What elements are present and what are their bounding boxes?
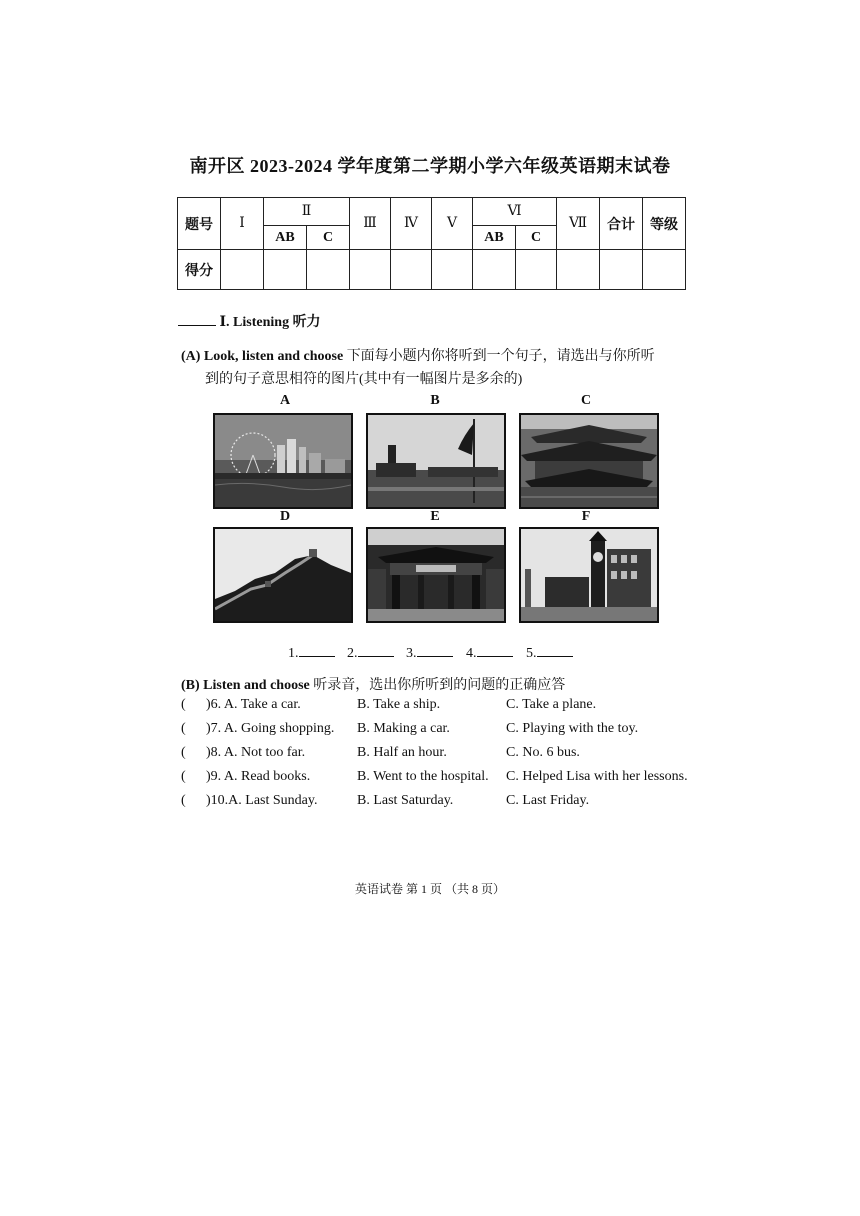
score-cell bbox=[307, 250, 350, 290]
question-10 bbox=[181, 793, 590, 809]
image-label-b: B bbox=[430, 393, 440, 408]
score-table-col-4: Ⅳ bbox=[391, 198, 432, 250]
page-footer: 英语试卷 第 1 页 （共 8 页） bbox=[354, 882, 505, 896]
answer-blank-1[interactable] bbox=[288, 646, 335, 662]
question-9-option-a: )9. A. Read books. bbox=[206, 769, 311, 784]
score-cell bbox=[473, 250, 516, 290]
question-10-option-a: )10.A. Last Sunday. bbox=[206, 793, 318, 808]
part-b-instructions bbox=[181, 674, 565, 694]
score-table-col-6: Ⅵ bbox=[473, 198, 557, 226]
question-9-option-b: B. Went to the hospital. bbox=[357, 769, 489, 784]
question-10-option-c: C. Last Friday. bbox=[506, 793, 590, 808]
photo-palace bbox=[519, 413, 659, 509]
score-table-col-2-c: C bbox=[307, 226, 350, 250]
photo-archway bbox=[366, 527, 506, 623]
answer-number: 5. bbox=[526, 646, 537, 661]
answer-number: 4. bbox=[466, 646, 477, 661]
part-a-instructions bbox=[181, 346, 661, 368]
question-6 bbox=[181, 697, 597, 713]
answer-number: 3. bbox=[406, 646, 417, 661]
score-cell bbox=[221, 250, 264, 290]
score-table-col-2-ab: AB bbox=[264, 226, 307, 250]
answer-blank-5[interactable] bbox=[526, 646, 573, 662]
image-label-e: E bbox=[430, 509, 440, 524]
score-cell bbox=[643, 250, 686, 290]
part-a-title: (A) Look, listen and choose bbox=[181, 349, 344, 364]
answer-paren[interactable]: ( bbox=[181, 697, 186, 712]
question-7-option-b: B. Making a car. bbox=[357, 721, 450, 736]
part-a-instruction-line1: 下面每小题内你将听到一个句子，请选出与你所听 bbox=[346, 349, 655, 364]
score-table-col-total: 合计 bbox=[600, 198, 643, 250]
part-b-instruction-text: 听录音，选出你所听到的问题的正确应答 bbox=[313, 678, 566, 693]
score-blank[interactable] bbox=[178, 325, 216, 326]
question-6-option-b: B. Take a ship. bbox=[357, 697, 441, 712]
answer-number: 1. bbox=[288, 646, 299, 661]
answer-blank-2[interactable] bbox=[347, 646, 394, 662]
image-label-d: D bbox=[279, 509, 291, 524]
score-table-col-6-ab: AB bbox=[473, 226, 516, 250]
part-a-instruction-line2: 到的句子意思相符的图片(其中有一幅图片是多余的) bbox=[205, 372, 523, 387]
score-table-col-2: Ⅱ bbox=[264, 198, 350, 226]
part-b-title: (B) Listen and choose bbox=[181, 678, 310, 693]
answer-blank-3[interactable] bbox=[406, 646, 453, 662]
question-9-option-c: C. Helped Lisa with her lessons. bbox=[506, 769, 688, 784]
question-8 bbox=[181, 745, 580, 761]
section-heading-text: Ⅰ. Listening 听力 bbox=[219, 315, 321, 330]
score-table-col-grade: 等级 bbox=[643, 198, 686, 250]
photo-clock-tower bbox=[519, 527, 659, 623]
score-table-col-7: Ⅶ bbox=[557, 198, 600, 250]
score-table-col-6-c: C bbox=[516, 226, 557, 250]
image-label-a: A bbox=[279, 393, 291, 408]
score-table-header-score: 得分 bbox=[178, 250, 221, 290]
image-label-f: F bbox=[581, 509, 591, 524]
score-table-header-number: 题号 bbox=[178, 198, 221, 250]
photo-great-wall bbox=[213, 527, 353, 623]
answer-paren[interactable]: ( bbox=[181, 745, 186, 760]
answer-blank-4[interactable] bbox=[466, 646, 513, 662]
question-6-option-a: )6. A. Take a car. bbox=[206, 697, 301, 712]
answer-paren[interactable]: ( bbox=[181, 721, 186, 736]
question-8-option-b: B. Half an hour. bbox=[357, 745, 447, 760]
score-cell bbox=[264, 250, 307, 290]
photo-ferris-wheel bbox=[213, 413, 353, 509]
score-table-col-1: Ⅰ bbox=[221, 198, 264, 250]
photo-flag-square bbox=[366, 413, 506, 509]
answer-paren[interactable]: ( bbox=[181, 769, 186, 784]
score-table-col-3: Ⅲ bbox=[350, 198, 391, 250]
score-table-col-5: Ⅴ bbox=[432, 198, 473, 250]
question-6-option-c: C. Take a plane. bbox=[506, 697, 597, 712]
question-8-option-a: )8. A. Not too far. bbox=[206, 745, 306, 760]
score-cell bbox=[432, 250, 473, 290]
score-cell bbox=[350, 250, 391, 290]
page-title: 南开区 2023-2024 学年度第二学期小学六年级英语期末试卷 bbox=[189, 156, 671, 176]
score-cell bbox=[600, 250, 643, 290]
question-7 bbox=[181, 721, 639, 737]
answer-paren[interactable]: ( bbox=[181, 793, 186, 808]
answer-number: 2. bbox=[347, 646, 358, 661]
question-9 bbox=[181, 769, 688, 785]
question-10-option-b: B. Last Saturday. bbox=[357, 793, 454, 808]
section-heading bbox=[178, 311, 321, 331]
question-8-option-c: C. No. 6 bus. bbox=[506, 745, 580, 760]
question-7-option-c: C. Playing with the toy. bbox=[506, 721, 639, 736]
question-7-option-a: )7. A. Going shopping. bbox=[206, 721, 335, 736]
score-cell bbox=[516, 250, 557, 290]
score-cell bbox=[557, 250, 600, 290]
score-table bbox=[177, 197, 686, 290]
score-cell bbox=[391, 250, 432, 290]
image-label-c: C bbox=[580, 393, 592, 408]
